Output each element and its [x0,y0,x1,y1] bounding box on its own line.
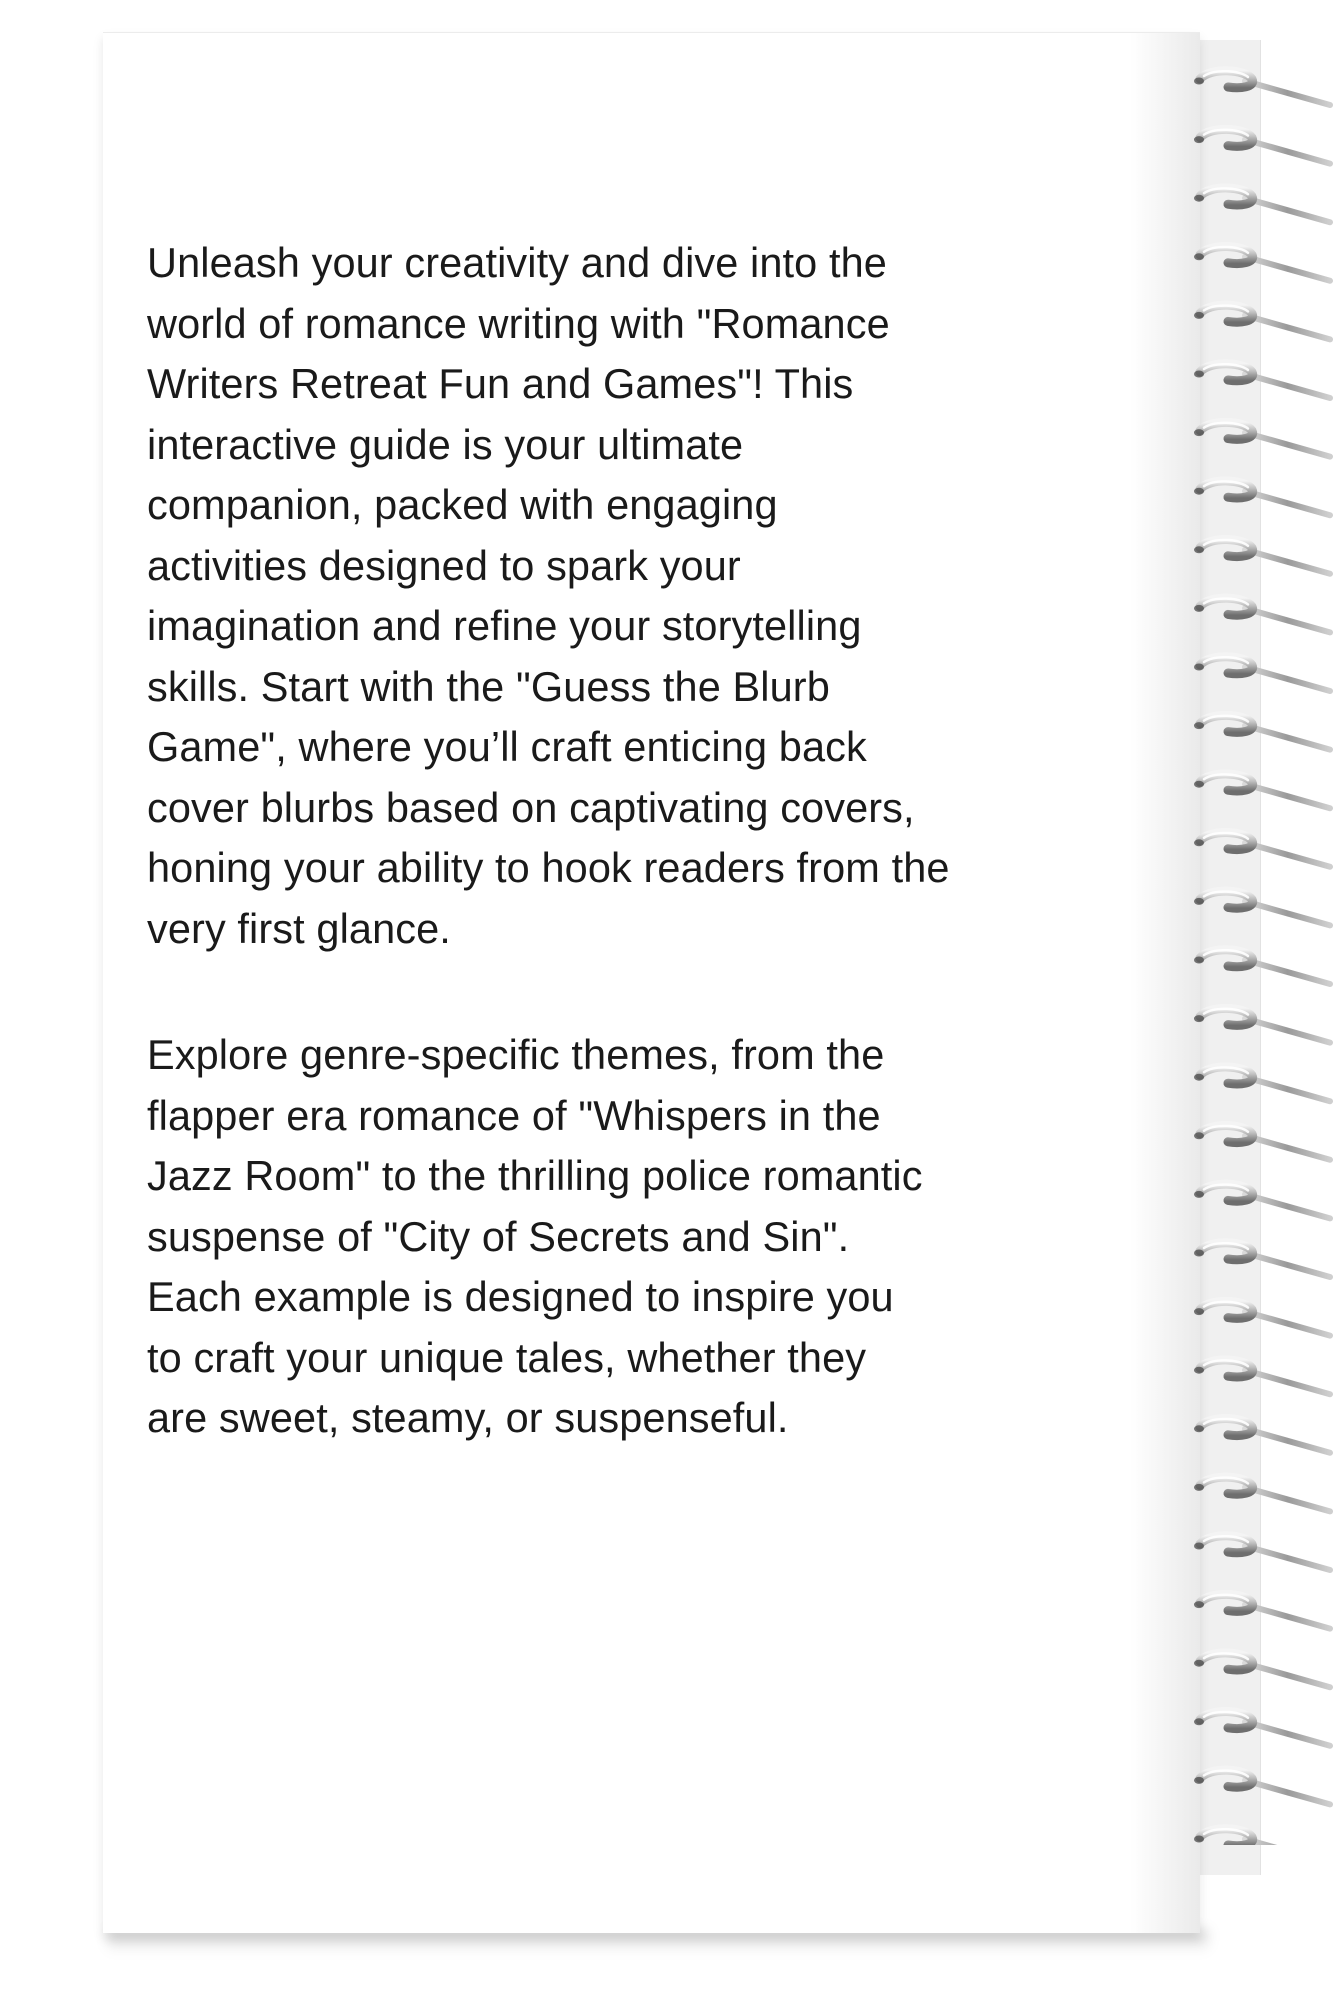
coil-loop [1194,1419,1330,1453]
coil-loop [1194,1184,1330,1218]
coil-loop [1194,1243,1330,1277]
coil-loop [1194,1360,1330,1394]
coil-loop [1194,1126,1330,1160]
coil-loop [1194,71,1330,105]
coil-loop [1194,305,1330,339]
coil-loop [1194,1770,1330,1804]
coil-loop [1194,1594,1330,1628]
coil-loop [1194,715,1330,749]
paragraph-themes: Explore genre-specific themes, from the flapper era romance of "Whispers in the Jazz Room" to the thrilling police romantic suspense of "City of Secrets and Sin". Each example is designed to inspire you to craft your unique tales, whether they are sweet, steamy, or suspenseful. [147,1031,923,1441]
coil-loop [1194,129,1330,163]
coil-loop [1194,364,1330,398]
coil-loop [1194,598,1330,632]
coil-loop [1194,774,1330,808]
coil-loop [1194,891,1330,925]
coil-loop [1194,950,1330,984]
coil-loop [1194,657,1330,691]
coil-loop [1194,247,1330,281]
coil-loop [1194,422,1330,456]
coil-loop [1194,1067,1330,1101]
page-shadow [108,1930,1208,1952]
coil-loop [1194,1008,1330,1042]
coil-loop [1194,1829,1330,1845]
coil-loop [1194,1301,1330,1335]
coil-loop [1194,1477,1330,1511]
coil-loop [1194,1712,1330,1746]
coil-loop [1194,188,1330,222]
coil-loop [1194,540,1330,574]
coil-loop [1194,1653,1330,1687]
spiral-coil-icon [1190,55,1333,1845]
body-text [147,233,1157,1449]
paragraph-intro: Unleash your creativity and dive into the world of romance writing with "Romance Writers Retreat Fun and Games"! This interactive guide is your ultimate companion, packed with engaging activities designed to spark your imagination and refine your storytelling skills. Start with the "Guess the Blurb Game", where you’ll craft enticing back cover blurbs based on captivating covers, honing your ability to hook readers from the very first glance. [147,239,950,952]
notebook-page [103,32,1200,1933]
coil-loop [1194,1536,1330,1570]
coil-loop [1194,481,1330,515]
coil-loop [1194,833,1330,867]
